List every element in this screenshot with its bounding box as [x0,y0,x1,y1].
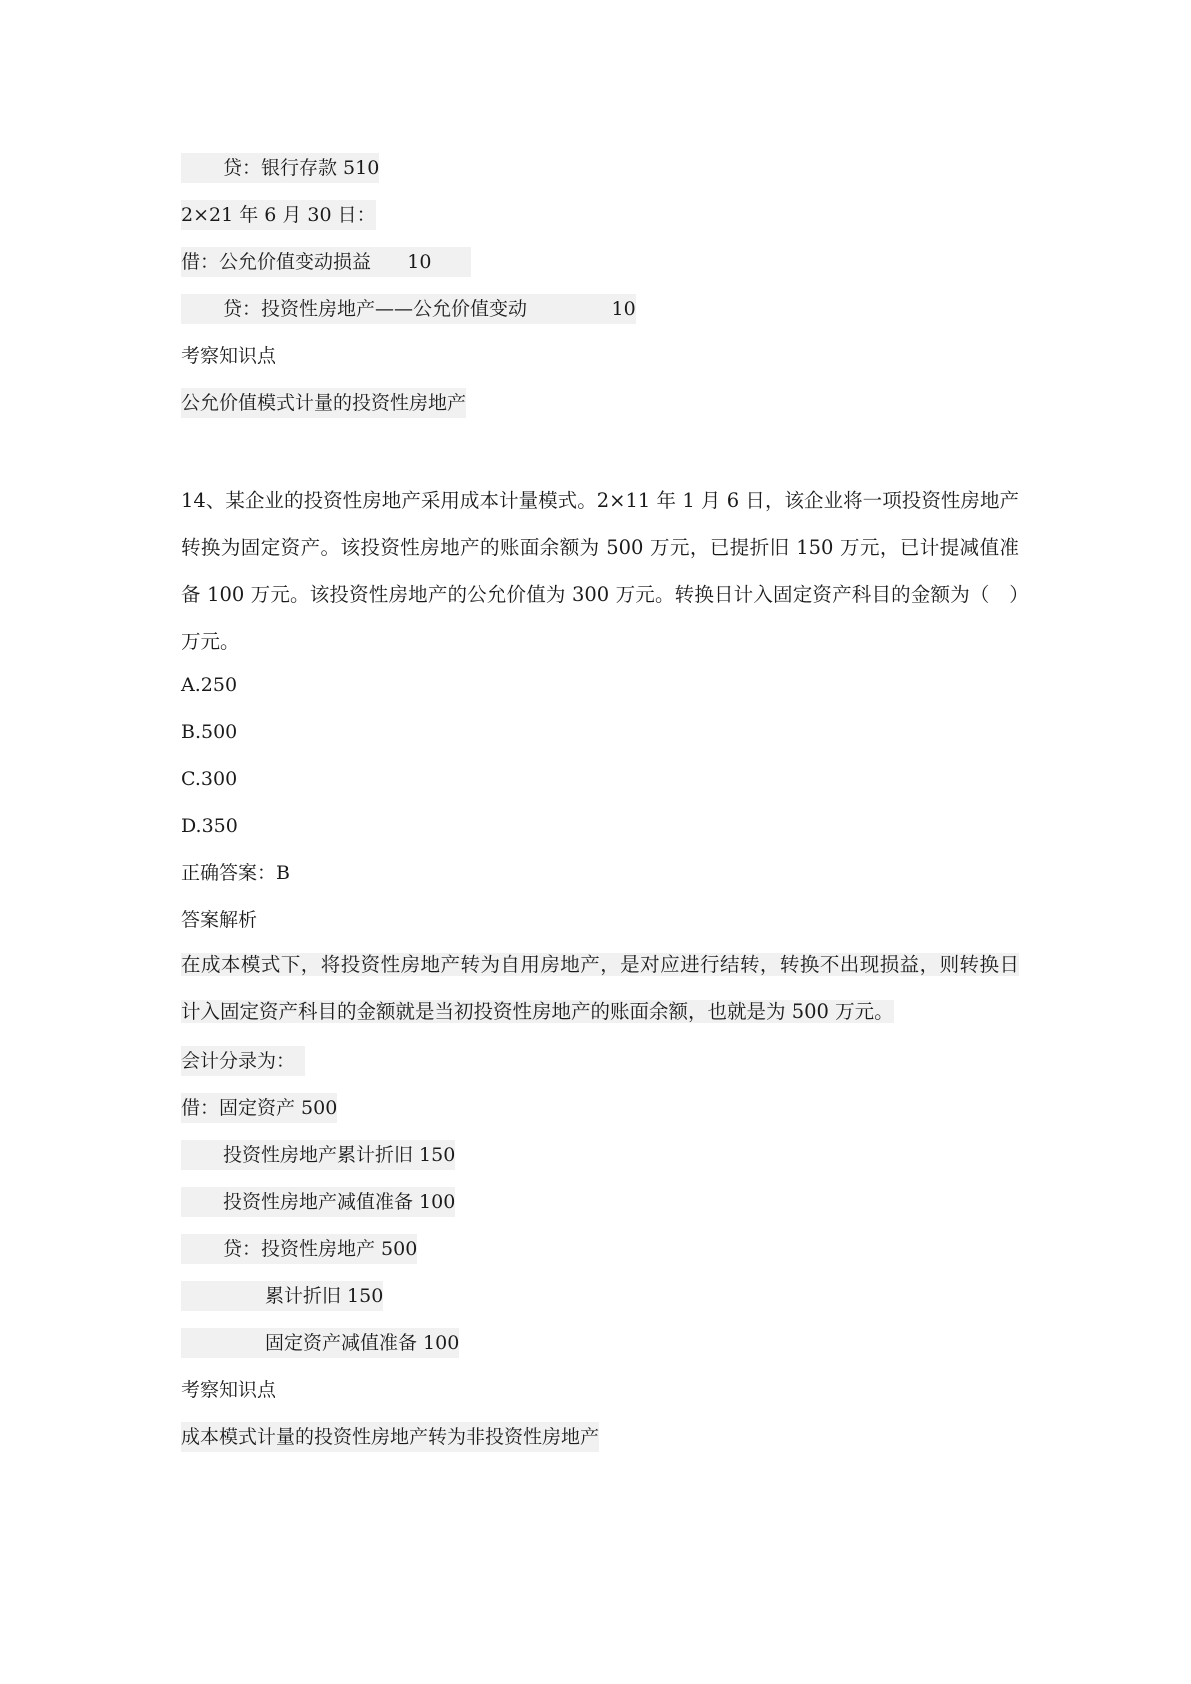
journal-credit-bank: 贷：银行存款 510 [181,153,379,183]
journal-entry-label: 会计分录为： [181,1046,305,1076]
journal-credit-impairment: 固定资产减值准备 100 [181,1328,459,1358]
analysis-label: 答案解析 [181,909,258,931]
journal-credit-depreciation: 累计折旧 150 [181,1281,383,1311]
option-a: A.250 [181,674,238,696]
knowledge-point-label: 考察知识点 [181,1379,277,1401]
journal-debit-impairment: 投资性房地产减值准备 100 [181,1187,455,1217]
knowledge-point-label: 考察知识点 [181,345,277,367]
knowledge-point-text: 成本模式计量的投资性房地产转为非投资性房地产 [181,1422,599,1452]
date-line: 2×21 年 6 月 30 日： [181,200,376,230]
option-d: D.350 [181,815,238,837]
knowledge-point-text: 公允价值模式计量的投资性房地产 [181,388,466,418]
journal-debit-depreciation: 投资性房地产累计折旧 150 [181,1140,455,1170]
correct-answer: 正确答案：B [181,862,290,884]
analysis-text: 在成本模式下，将投资性房地产转为自用房地产，是对应进行结转，转换不出现损益，则转换日计入固定资产科目的金额就是当初投资性房地产的账面余额，也就是为 500 万元。 [181,953,1019,1023]
option-b: B.500 [181,721,238,743]
question-stem: 14、某企业的投资性房地产采用成本计量模式。2×11 年 1 月 6 日，该企业将一项投资性房地产转换为固定资产。该投资性房地产的账面余额为 500 万元，已提折旧 150 万元，已计提减值准备 100 万元。该投资性房地产的公允价值为 300 万元。转换日计入固定资产科目的金额为（ ）万元。 [181,489,1019,653]
journal-debit-fv: 借：公允价值变动损益 10 [181,247,471,277]
journal-debit-fixed-asset: 借：固定资产 500 [181,1093,337,1123]
journal-credit-fv: 贷：投资性房地产——公允价值变动 10 [181,294,636,324]
journal-credit-investment-property: 贷：投资性房地产 500 [181,1234,417,1264]
option-c: C.300 [181,768,238,790]
